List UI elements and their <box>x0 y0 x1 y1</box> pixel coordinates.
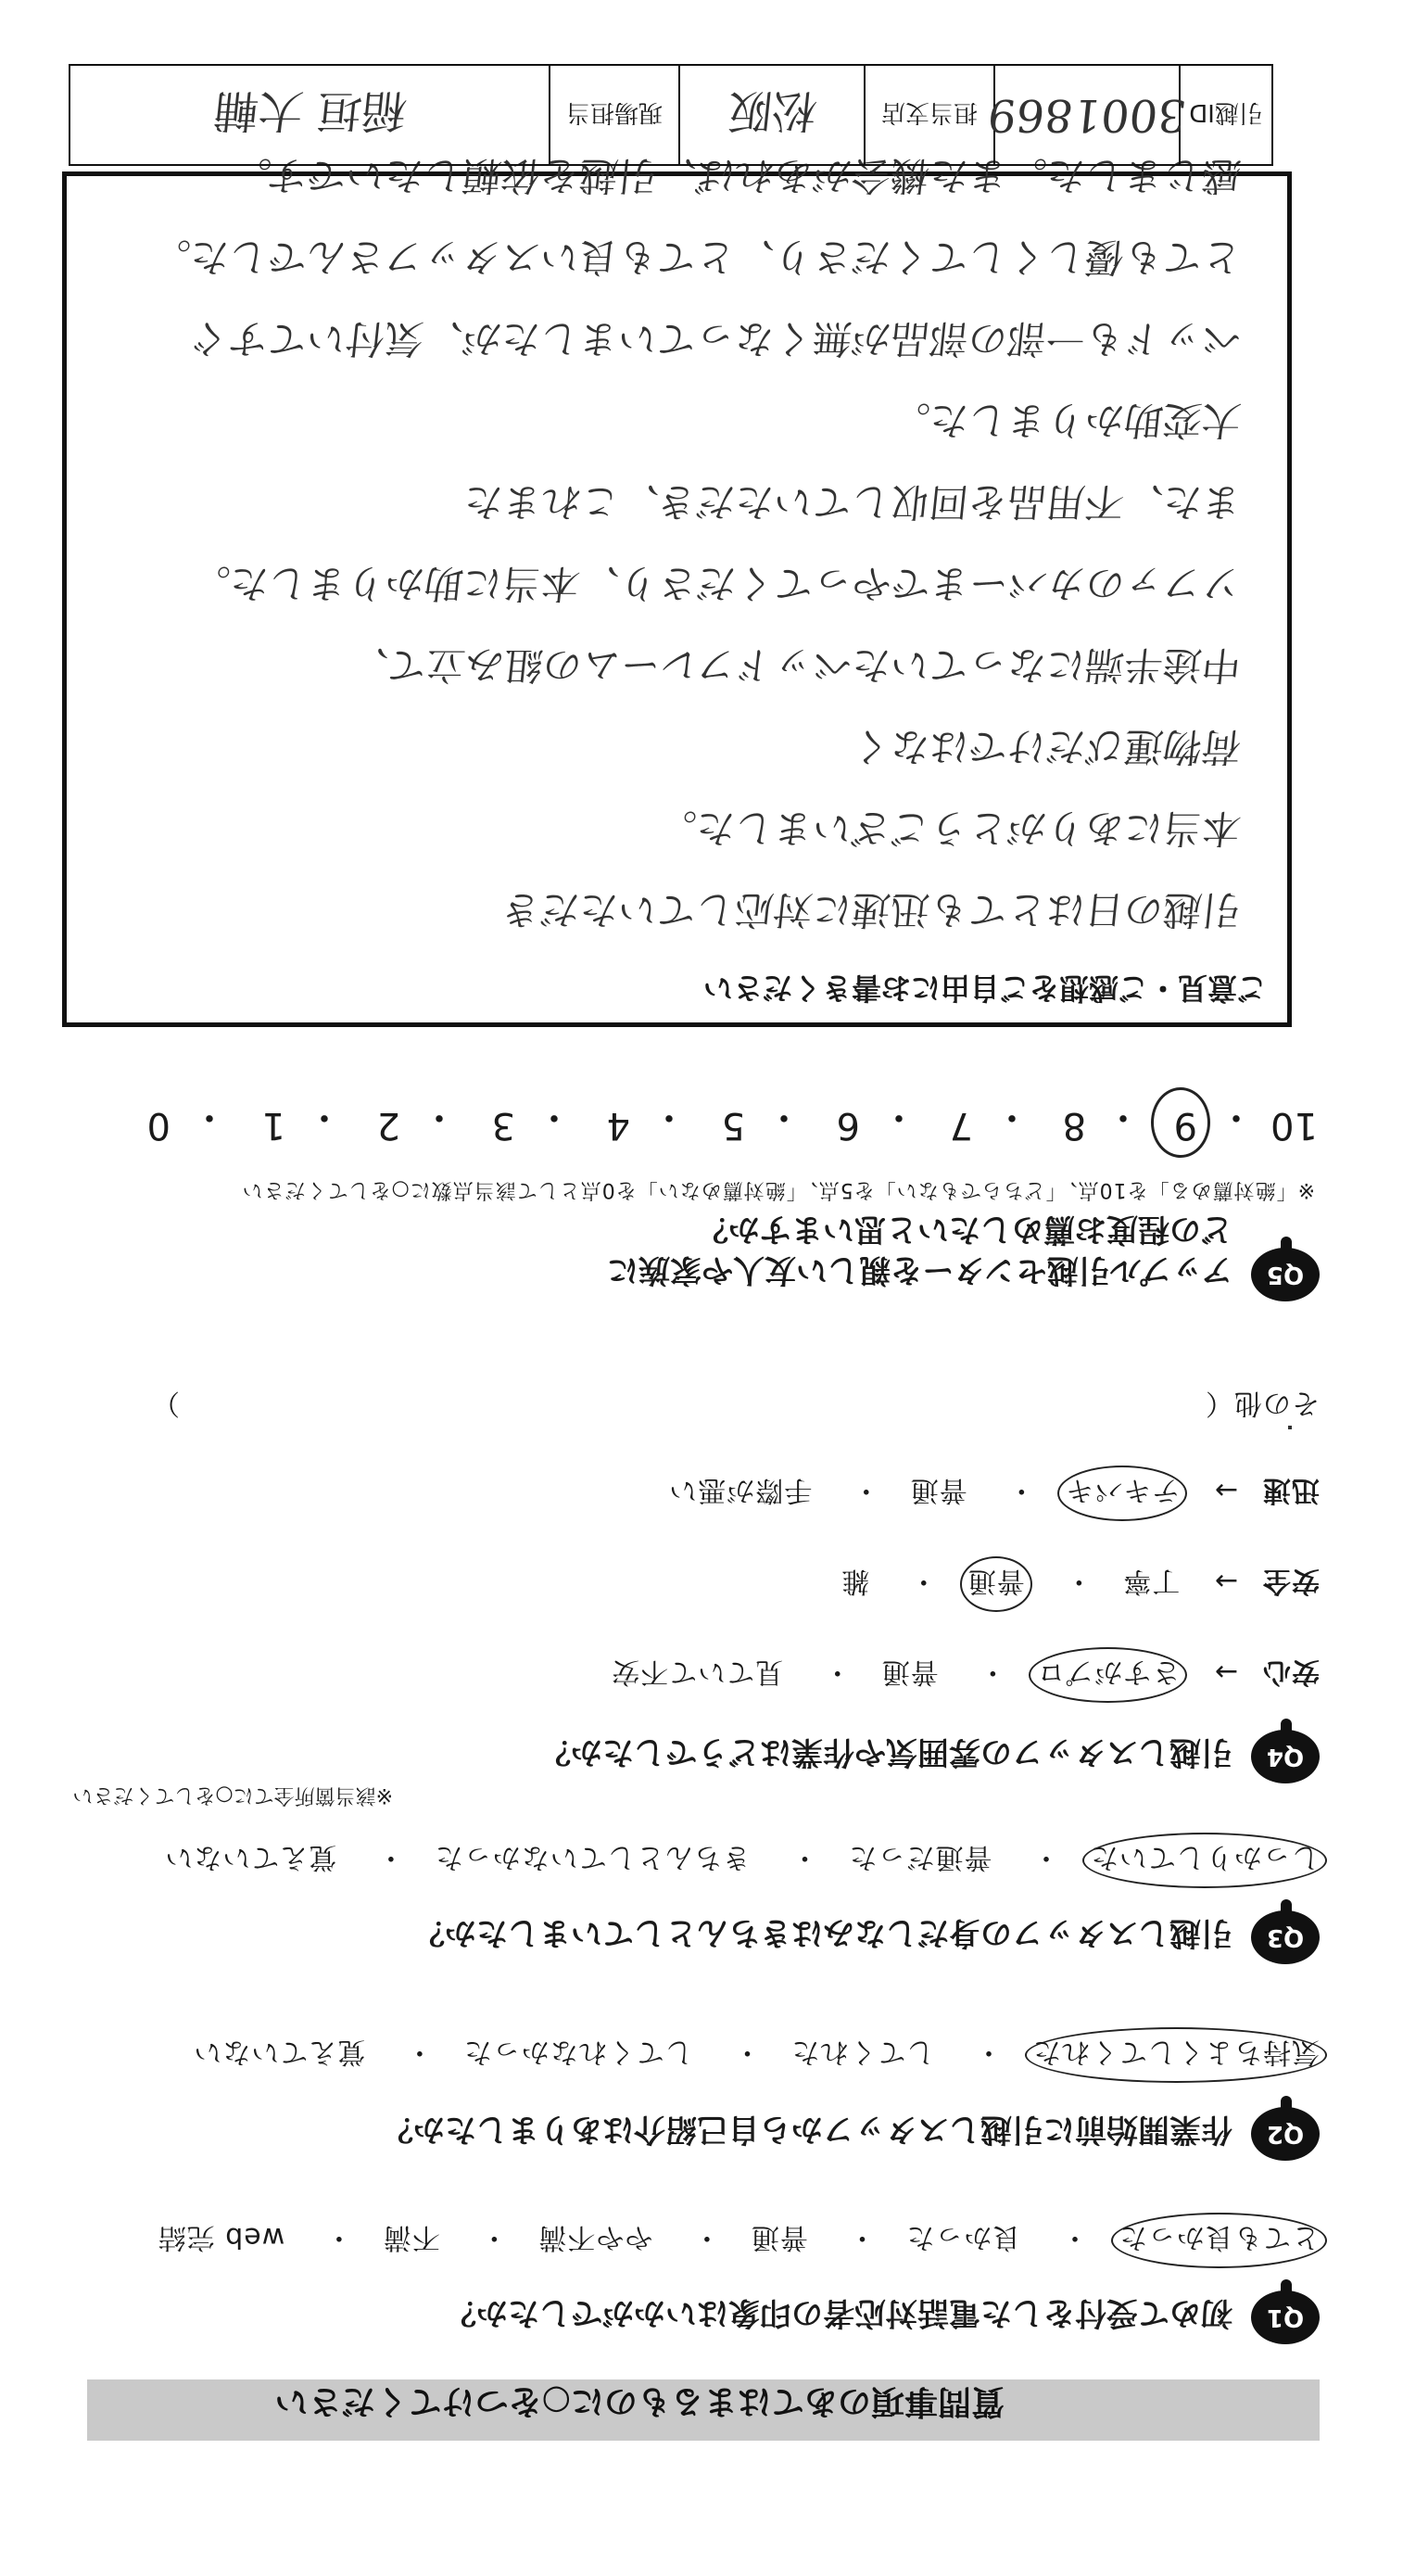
scale-5[interactable]: 5 <box>721 1104 745 1147</box>
q4-other-label: その他（ <box>1205 1387 1320 1419</box>
q4-anshin-option-3[interactable]: 見ていて不安 <box>611 1656 784 1688</box>
q3-option-4[interactable]: 覚えていない <box>164 1841 337 1873</box>
instruction-header <box>87 2379 1320 2441</box>
scale-3[interactable]: 3 <box>491 1104 515 1147</box>
q4-sub-jinsoku: 迅速→ テキパキ・ 普通・ 手際が悪い <box>668 1473 1320 1514</box>
comment-line: 本当にありがとうございました。 <box>654 806 1244 851</box>
comment-handwriting <box>110 134 1244 950</box>
leader-value: 稲垣 大輔 <box>210 84 410 137</box>
q2-option-4[interactable]: 覚えていない <box>193 2036 366 2068</box>
scale-10[interactable]: 10 <box>1270 1104 1318 1147</box>
comment-line: 荷物運びだけではなく <box>849 724 1244 769</box>
id-label: 引越ID <box>1179 66 1271 164</box>
q4-anzen-option-2[interactable]: 普通 <box>967 1564 1025 1605</box>
comment-line: 感じました。また機会があれば、引越を依頼したいです。 <box>229 153 1244 198</box>
q5-text-2: どの程度お薦めしたいと思いますか？ <box>697 1211 1232 1248</box>
comment-line: また、不用品を回収していただき、これまた <box>461 479 1244 525</box>
q4-jinsoku-option-2[interactable]: 普通 <box>909 1474 967 1506</box>
survey-form-page: 質問事項のあてはまるものに○をつけてください Q1 初めて受付をした電話対応者の印象はいかがでしたか？ とても良かった・ 良かった・ 普通・ やや不満・ 不満・ web 完結 Q2 作業開始前に引越しスタッフから自己紹介はありましたか？ 気持ちよくしてくれた・ してくれた・ してくれなかった・ 覚えていない Q3 引越しスタッフの身だしなみはきちんとしていましたか？ しっかりしていた・ 普通だった・ きちんとしていなかった・ 覚えていない Q4 引越しスタッフの雰囲気や作業はどうでしたか？ ※該当箇所全てに○をしてください 安心→ さすがプロ・ 普通・ 見ていて不安 安全→ 丁寧・ 普通・ 雑 迅速→ テキパキ・ 普通・ 手際が悪い その他（ ） Q5 アップル引越センターを親しい友人や家族に どの程度お薦めしたいと思いますか？ ※「絶対薦める」を10点、「どちらでもない」を5点、「絶対薦めない」を0点として該当点数に○をしてください 10 ・ 9 ・ 8 ・ 7 ・ 6 ・ 5 ・ 4 ・ 3 ・ 2 ・ 1 ・ 0 ご意見・ご感想をご自由にお書きください 引越の日はとても迅速に対応していただき 本当にありがとうございました。 荷物運びだけではなく 中途半端になっていたベッドフレームの組み立て、 ソファのカバーまでやってくださり、本当に助かりました。 また、不用品を回収していただき、これまた 大変助かりました。 ベッドも一部の部品が無くなっていましたが、気付いてすぐ とても優しくしてくださり、とても良いスタッフさんでした。 感じました。また機会があれば、引越を依頼したいです。 引越ID 3001869 担当支店 松阪 現場担当 稲垣 大輔 <box>0 0 1403 2576</box>
q4-other-close: ） <box>151 1387 180 1419</box>
q3-text: 引越しスタッフの身だしなみはきちんとしていましたか？ <box>413 1914 1232 1951</box>
q4-other <box>115 1386 1320 1427</box>
q2-option-2[interactable]: してくれた <box>790 2036 935 2068</box>
q4-note: ※該当箇所全てに○をしてください <box>72 1783 393 1807</box>
scale-4[interactable]: 4 <box>606 1104 630 1147</box>
q1-options: とても良かった・ 良かった・ 普通・ やや不満・ 不満・ web 完結 <box>158 2220 1320 2261</box>
q2-options: 気持ちよくしてくれた・ してくれた・ してくれなかった・ 覚えていない <box>193 2035 1320 2075</box>
scale-8[interactable]: 8 <box>1062 1104 1086 1147</box>
q1-option-5[interactable]: 不満 <box>382 2221 440 2253</box>
scale-7[interactable]: 7 <box>949 1104 973 1147</box>
scale-2[interactable]: 2 <box>376 1104 400 1147</box>
comment-line: とても優しくしてくださり、とても良いスタッフさんでした。 <box>148 235 1244 280</box>
scale-1[interactable]: 1 <box>261 1104 285 1147</box>
leader-value-cell <box>70 66 549 164</box>
comment-line: ソファのカバーまでやってくださり、本当に助かりました。 <box>188 561 1244 606</box>
q2-badge: Q2 <box>1251 2107 1320 2161</box>
q4-sub-anzen: 安全→ 丁寧・ 普通・ 雑 <box>841 1564 1320 1605</box>
q4-sub-label-2: 安全 <box>1262 1565 1320 1597</box>
q4-jinsoku-option-3[interactable]: 手際が悪い <box>668 1474 813 1506</box>
branch-value: 松阪 <box>725 84 820 137</box>
q4-sub-label-3: 迅速 <box>1262 1474 1320 1506</box>
id-bar <box>69 64 1273 166</box>
scale-6[interactable]: 6 <box>836 1104 860 1147</box>
q4-anzen-option-1[interactable]: 丁寧 <box>1122 1565 1181 1597</box>
comment-line: 引越の日はとても迅速に対応していただき <box>499 887 1244 933</box>
q4-badge: Q4 <box>1251 1730 1320 1783</box>
q3-badge: Q3 <box>1251 1910 1320 1964</box>
comment-line: 中途半端になっていたベッドフレームの組み立て、 <box>347 642 1244 688</box>
branch-label: 担当支店 <box>864 66 993 164</box>
q4-sub-label-1: 安心 <box>1262 1656 1320 1688</box>
q5-note: ※「絶対薦める」を10点、「どちらでもない」を5点、「絶対薦めない」を0点として該当点数に○をしてください <box>241 1178 1315 1201</box>
branch-value-cell <box>678 66 864 164</box>
q1-option-2[interactable]: 良かった <box>905 2221 1021 2253</box>
q2-text: 作業開始前に引越しスタッフから自己紹介はありましたか？ <box>382 2111 1232 2148</box>
q1-option-1[interactable]: とても良かった <box>1119 2220 1320 2261</box>
q1-option-6[interactable]: web 完結 <box>157 2221 285 2253</box>
q3-option-2[interactable]: 普通だった <box>848 1841 992 1873</box>
comment-box[interactable] <box>62 153 1292 1027</box>
q4-text: 引越しスタッフの雰囲気や作業はどうでしたか？ <box>539 1733 1232 1770</box>
q5-text: アップル引越センターを親しい友人や家族に <box>607 1251 1232 1288</box>
q4-anzen-option-3[interactable]: 雑 <box>841 1565 870 1597</box>
q2-option-3[interactable]: してくれなかった <box>462 2036 693 2068</box>
q3-option-3[interactable]: きちんとしていなかった <box>434 1841 751 1873</box>
q1-badge: Q1 <box>1251 2290 1320 2344</box>
q3-options: しっかりしていた・ 普通だった・ きちんとしていなかった・ 覚えていない <box>164 1840 1320 1881</box>
q3-option-1[interactable]: しっかりしていた <box>1090 1840 1320 1881</box>
comment-line: 大変助かりました。 <box>888 398 1244 443</box>
id-value: 3001869 <box>985 89 1189 141</box>
q2-option-1[interactable]: 気持ちよくしてくれた <box>1032 2035 1320 2075</box>
q4-jinsoku-option-1[interactable]: テキパキ <box>1065 1473 1180 1514</box>
instruction-text: 質問事項のあてはまるものに○をつけてください <box>274 2382 1005 2420</box>
scale-0[interactable]: 0 <box>146 1104 171 1147</box>
q5-badge: Q5 <box>1251 1248 1320 1301</box>
q4-anshin-option-1[interactable]: さすがプロ <box>1036 1655 1180 1695</box>
scale-9[interactable]: 9 <box>1173 1104 1197 1147</box>
comment-title: ご意見・ご感想をご自由にお書きください <box>702 971 1267 1006</box>
stray-mark <box>1288 1426 1292 1429</box>
q1-option-3[interactable]: 普通 <box>750 2221 808 2253</box>
q1-option-4[interactable]: やや不満 <box>537 2221 653 2253</box>
q1-text: 初めて受付をした電話対応者の印象はいかがでしたか？ <box>445 2294 1232 2331</box>
comment-line: ベッドも一部の部品が無くなっていましたが、気付いてすぐ <box>187 316 1244 362</box>
id-value-cell <box>985 66 1189 164</box>
leader-label: 現場担当 <box>549 66 678 164</box>
q4-anshin-option-2[interactable]: 普通 <box>880 1656 939 1688</box>
q4-sub-anshin: 安心→ さすがプロ・ 普通・ 見ていて不安 <box>611 1655 1320 1695</box>
